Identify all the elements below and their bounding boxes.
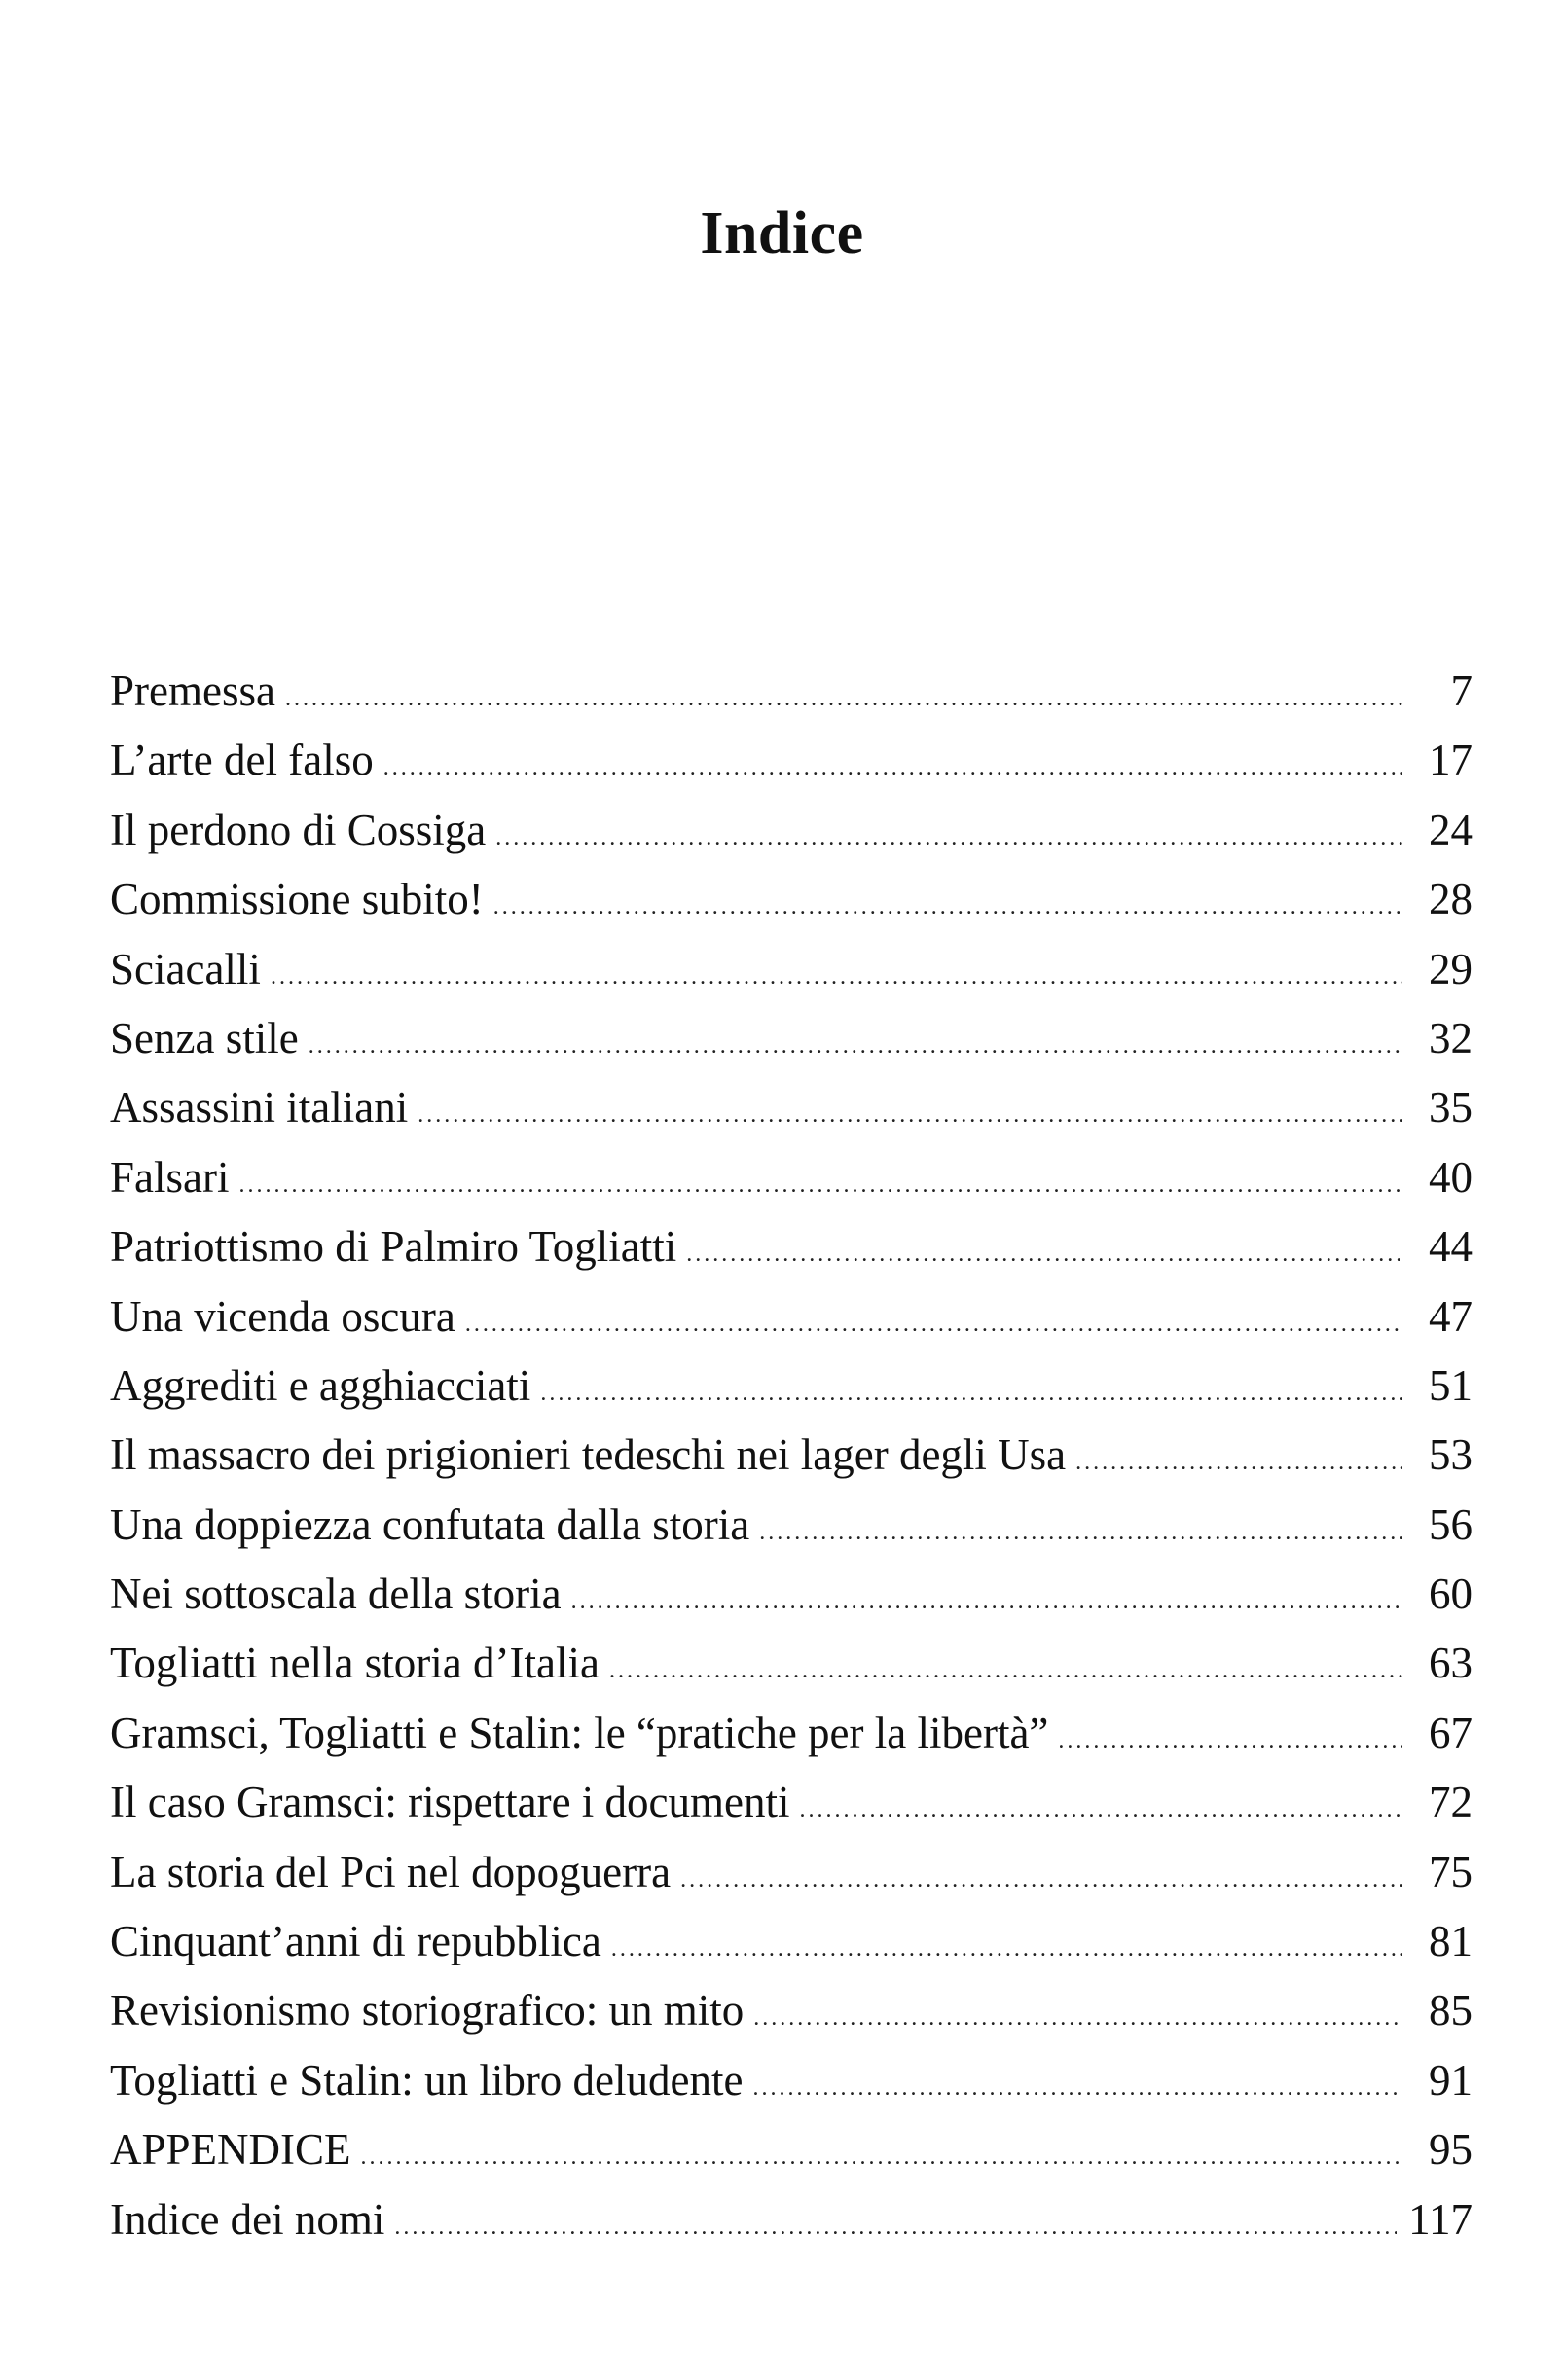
toc-entry-page: 117 xyxy=(1408,2194,1473,2244)
toc-entry-title: Patriottismo di Palmiro Togliatti xyxy=(110,1222,677,1272)
toc-entry-page: 47 xyxy=(1429,1291,1473,1341)
toc-entry-title: Togliatti nella storia d’Italia xyxy=(110,1639,600,1688)
dot-leader xyxy=(394,2193,1397,2254)
toc-entry-title: L’arte del falso xyxy=(110,736,374,785)
toc-entry[interactable] xyxy=(110,726,1473,795)
dot-leader xyxy=(238,1151,1402,1212)
toc-entry-title: Una vicenda oscura xyxy=(110,1291,455,1341)
dot-leader xyxy=(680,1846,1402,1907)
dot-leader xyxy=(1058,1707,1402,1768)
toc-entry[interactable] xyxy=(110,1212,1473,1281)
toc-entry-title: Premessa xyxy=(110,667,275,715)
toc-entry-page: 67 xyxy=(1429,1708,1473,1757)
toc-entry[interactable] xyxy=(110,1976,1473,2045)
toc-entry-page: 60 xyxy=(1429,1569,1473,1619)
toc-entry[interactable] xyxy=(110,796,1473,865)
dot-leader xyxy=(271,943,1402,1004)
dot-leader xyxy=(753,1984,1402,2045)
dot-leader xyxy=(418,1081,1402,1142)
toc-entry-title: Togliatti e Stalin: un libro deludente xyxy=(110,2055,744,2105)
toc-entry-title: Sciacalli xyxy=(110,944,261,993)
toc-entry[interactable] xyxy=(110,1560,1473,1629)
dot-leader xyxy=(759,1498,1402,1560)
dot-leader xyxy=(609,1637,1402,1698)
toc-entry-page: 95 xyxy=(1429,2125,1473,2175)
toc-entry-title: Assassini italiani xyxy=(110,1083,409,1133)
toc-entry-page: 17 xyxy=(1429,736,1473,785)
toc-entry[interactable] xyxy=(110,1699,1473,1768)
toc-entry-page: 24 xyxy=(1429,805,1473,854)
toc-entry-page: 28 xyxy=(1429,875,1473,924)
dot-leader xyxy=(493,873,1402,934)
toc-entry[interactable] xyxy=(110,865,1473,934)
dot-leader xyxy=(383,734,1402,795)
toc-entry-page: 91 xyxy=(1429,2055,1473,2105)
toc-entry-page: 85 xyxy=(1429,1986,1473,2036)
toc-entry-page: 35 xyxy=(1429,1083,1473,1133)
dot-leader xyxy=(495,804,1402,865)
dot-leader xyxy=(309,1012,1402,1073)
toc-entry-page: 63 xyxy=(1429,1639,1473,1688)
toc-entry-page: 72 xyxy=(1429,1778,1473,1827)
dot-leader xyxy=(361,2123,1402,2184)
dot-leader xyxy=(540,1359,1402,1421)
toc-entry-title: Commissione subito! xyxy=(110,875,484,924)
toc-entry-title: Falsari xyxy=(110,1152,230,1202)
toc-entry-page: 81 xyxy=(1429,1917,1473,1966)
toc-entry[interactable] xyxy=(110,1352,1473,1421)
dot-leader xyxy=(752,2054,1402,2115)
toc-entry[interactable] xyxy=(110,1838,1473,1907)
toc-entry[interactable] xyxy=(110,1421,1473,1490)
toc-entry-page: 29 xyxy=(1429,944,1473,993)
toc-entry-page: 32 xyxy=(1429,1013,1473,1063)
toc-entry-title: Il perdono di Cossiga xyxy=(110,805,487,854)
toc-entry[interactable] xyxy=(110,1629,1473,1698)
toc-entry-page: 40 xyxy=(1429,1152,1473,1202)
dot-leader xyxy=(686,1220,1402,1281)
toc-entry-page: 75 xyxy=(1429,1847,1473,1896)
toc-entry[interactable] xyxy=(110,2185,1473,2254)
toc-entry-title: Una doppiezza confutata dalla storia xyxy=(110,1499,750,1549)
toc-entry-title: Aggrediti e agghiacciati xyxy=(110,1360,531,1410)
dot-leader xyxy=(465,1290,1402,1352)
dot-leader xyxy=(800,1776,1402,1837)
page-title: Indice xyxy=(700,200,864,267)
toc-entry-title: Nei sottoscala della storia xyxy=(110,1569,562,1619)
toc-entry-page: 53 xyxy=(1429,1430,1473,1480)
toc-entry-page: 56 xyxy=(1429,1499,1473,1549)
toc-entry[interactable] xyxy=(110,2046,1473,2115)
toc-entry-page: 7 xyxy=(1450,667,1473,715)
toc-entry-title: Cinquant’anni di repubblica xyxy=(110,1917,601,1966)
toc-entry-title: La storia del Pci nel dopoguerra xyxy=(110,1847,672,1896)
dot-leader xyxy=(571,1568,1402,1629)
toc-entry-title: Senza stile xyxy=(110,1013,299,1063)
dot-leader xyxy=(285,665,1402,726)
toc-entry-title: APPENDICE xyxy=(110,2125,351,2175)
toc-entry[interactable] xyxy=(110,2115,1473,2184)
toc-entry-title: Il caso Gramsci: rispettare i documenti xyxy=(110,1778,790,1827)
toc-entry[interactable] xyxy=(110,1143,1473,1212)
dot-leader xyxy=(611,1915,1402,1976)
toc-entry-title: Revisionismo storiografico: un mito xyxy=(110,1986,745,2036)
toc-entry[interactable] xyxy=(110,657,1473,726)
toc-entry[interactable] xyxy=(110,935,1473,1004)
toc-entry[interactable] xyxy=(110,1282,1473,1352)
toc-entry-title: Il massacro dei prigionieri tedeschi nei lager degli Usa xyxy=(110,1430,1067,1480)
toc-entry-title: Gramsci, Togliatti e Stalin: le “pratiche per la libertà” xyxy=(110,1708,1049,1757)
toc-entry[interactable] xyxy=(110,1907,1473,1976)
toc-entry[interactable] xyxy=(110,1491,1473,1560)
toc-entry[interactable] xyxy=(110,1768,1473,1837)
toc-entry-page: 51 xyxy=(1429,1360,1473,1410)
toc-entry-page: 44 xyxy=(1429,1222,1473,1272)
toc-entry[interactable] xyxy=(110,1073,1473,1142)
table-of-contents xyxy=(110,657,1473,2254)
dot-leader xyxy=(1075,1428,1402,1490)
toc-entry-title: Indice dei nomi xyxy=(110,2194,385,2244)
toc-entry[interactable] xyxy=(110,1004,1473,1073)
